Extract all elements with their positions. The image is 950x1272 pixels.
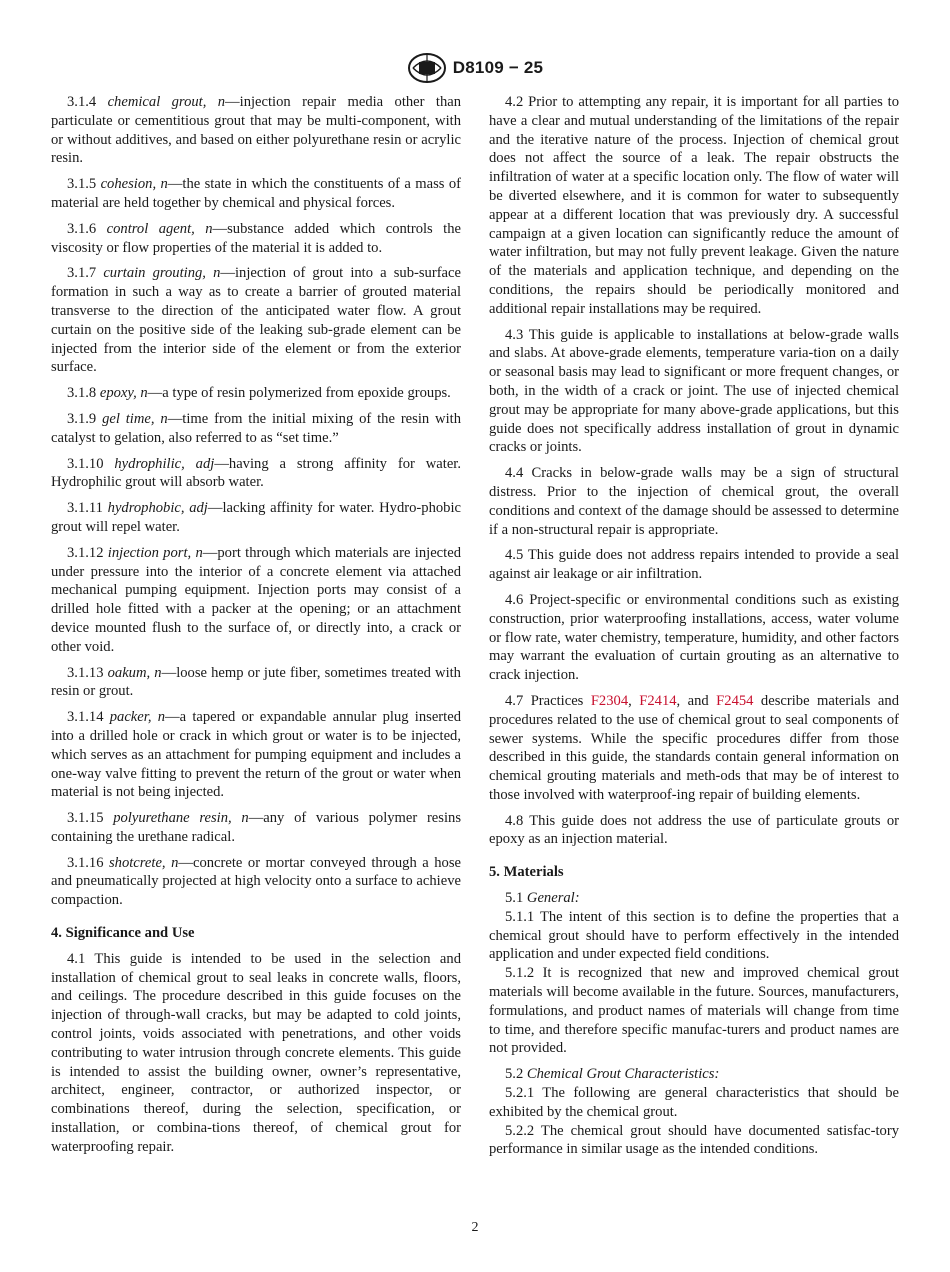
section-heading-5: 5. Materials [489,864,564,881]
paragraph-4-5: 4.5 This guide does not address repairs intended to provide a seal against air leakage or air infiltration. [489,547,899,583]
definition-3-1-6: 3.1.6 control agent, n—substance added which controls the viscosity or flow properties of the material it is added to. [51,220,462,256]
paragraph-4-6: 4.6 Project-specific or environmental conditions such as existing construction, prior waterproofing installations, access, water volume or flow rate, water chemistry, temperature, humidity, and other factors may warrant the evaluation of curtain grouting as an alternative to crack injection. [489,591,899,684]
paragraph-5-2: 5.2 Chemical Grout Characteristics: [505,1066,720,1083]
definition-3-1-16: 3.1.16 shotcrete, n—concrete or mortar conveyed through a hose and pneumatically projected at high velocity onto a surface to achieve compaction. [51,854,461,909]
definition-3-1-7: 3.1.7 curtain grouting, n—injection of grout into a sub-surface formation in such a way as to create a barrier of grouted material transverse to the direction of the anticipated water flow. A grout curtain on the positive side of the leaking sub-grade element can be injected from the interior side of the element or from the exterior surface. [51,265,461,376]
definition-3-1-9: 3.1.9 gel time, n—time from the initial mixing of the resin with catalyst to gelation, also referred to as “set time.” [51,410,461,446]
definition-3-1-14: 3.1.14 packer, n—a tapered or expandable annular plug inserted into a drilled hole or crack in which grout or water is to be injected, which serves as an attachment for pumping equipment and includes a one-way valve fitting to prevent the return of the grout or water when material is not being injected. [51,709,461,801]
reference-link-f2304[interactable]: F2304 [590,692,629,709]
paragraph-4-1: 4.1 This guide is intended to be used in the selection and installation of chemical grout to seal leaks in concrete walls, floors, and ceilings. The procedure described in this guide focuses on the injection of through-wall cracks, but may be adapted to cold joints, control joints, voids associated with penetrations, and other voids contributing to water intrusion through concrete elements. This guide is intended to assist the building owner, owner’s representative, architect, engineer, contractor, or authorized inspector, or combinations thereof, during the selection, specification, or installation, or combina-tions thereof, of chemical grout for waterproofing repair. [51,950,461,1155]
definition-3-1-4: 3.1.4 chemical grout, n—injection repair media other than particulate or cementitious grout that may be multi-component, with or without additives, and based on either polyurethane resin or acrylic resin. [51,94,462,167]
definition-3-1-10: 3.1.10 hydrophilic, adj—having a strong affinity for water. Hydrophilic grout will absorb water. [51,455,461,491]
paragraph-4-3: 4.3 This guide is applicable to installations at below-grade walls and slabs. At above-grade elements, temperature varia-tion on a daily or seasonal basis may lead to significant or more frequent changes, or both, in the width of a crack or joint. The use of injected chemical grout may be appropriate for many above-grade applications, but this guide does not specifically address installation of grout in dynamic cracks or joints. [489,326,899,456]
definition-3-1-12: 3.1.12 injection port, n—port through which materials are injected under pressure into the interior of a concrete element via attached mechanical pumping equipment. Injection ports may consist of a drilled hole fitted with a packer at the opening; or an attachment device mounted flush to the surface of, or directly into, a crack or other void. [51,544,461,655]
paragraph-5-1: 5.1 General: [505,890,580,907]
paragraph-5-2-1: 5.2.1 The following are general characteristics that should be exhibited by the chemical grout. [489,1085,899,1120]
section-heading-4: 4. Significance and Use [51,925,195,942]
paragraph-4-8: 4.8 This guide does not address the use of particulate grouts or epoxy as an injection material. [489,812,899,848]
paragraph-5-2-2: 5.2.2 The chemical grout should have documented satisfac-tory performance in similar usage as the intended conditions. [489,1122,899,1158]
definition-3-1-11: 3.1.11 hydrophobic, adj—lacking affinity for water. Hydro-phobic grout will repel water. [51,500,461,535]
reference-link-f2454[interactable]: F2454 [716,692,754,709]
document-id: D8109 − 25 [452,58,544,77]
paragraph-4-7: 4.7 Practices F2304, F2414, and F2454 describe materials and procedures related to the use of chemical grout to seal components of sewer systems. While the specific procedures differ from those described in this guide, the standards contain general information on chemical grouting materials and meth-ods that may be of interest to those involved with waterproof-ing repair of building elements. [489,692,900,803]
definition-3-1-15: 3.1.15 polyurethane resin, n—any of various polymer resins containing the urethane radical. [51,810,461,845]
definition-3-1-13: 3.1.13 oakum, n—loose hemp or jute fiber, sometimes treated with resin or grout. [51,664,461,700]
paragraph-4-4: 4.4 Cracks in below-grade walls may be a sign of structural distress. Prior to the injection of chemical grout, the overall conditions and context of the damage should be assessed to determine if a non-structural repair is appropriate. [489,465,899,538]
right-column [489,93,899,1159]
page-header [0,52,950,84]
definition-3-1-5: 3.1.5 cohesion, n—the state in which the constituents of a mass of material are held together by chemical and physical forces. [51,176,461,211]
left-column [51,93,461,1164]
reference-link-f2414[interactable]: F2414 [639,692,677,709]
paragraph-5-1-2: 5.1.2 It is recognized that new and improved chemical grout materials will become available in the future. Sources, manufacturers, formulations, and product names of materials will change from time to time, and therefore specific manufac-turers and product names are not provided. [489,965,899,1057]
paragraph-5-1-1: 5.1.1 The intent of this section is to define the properties that a chemical grout should have to perform effectively in the intended application and under expected field conditions. [489,908,899,963]
astm-logo-icon [407,52,447,84]
definition-3-1-8: 3.1.8 epoxy, n—a type of resin polymerized from epoxide groups. [67,385,451,402]
paragraph-4-2: 4.2 Prior to attempting any repair, it is important for all parties to have a clear and mutual understanding of the limitations of the repair and the iterative nature of the process. Injection of chemical grout does not affect the source of a leak. The repair obstructs the infiltration of water at a specific location only. The flow of water will be diverted elsewhere, and it is common for water to subsequently appear at a different location that was previously dry. A successful campaign at a given location can significantly reduce the amount of water infiltration, but may not fully prevent leakage. Given the nature of the materials and application technique, and depending on the conditions, the repairs should be periodically monitored and additional repair installations may be required. [489,94,899,317]
page-number: 2 [471,1220,479,1235]
